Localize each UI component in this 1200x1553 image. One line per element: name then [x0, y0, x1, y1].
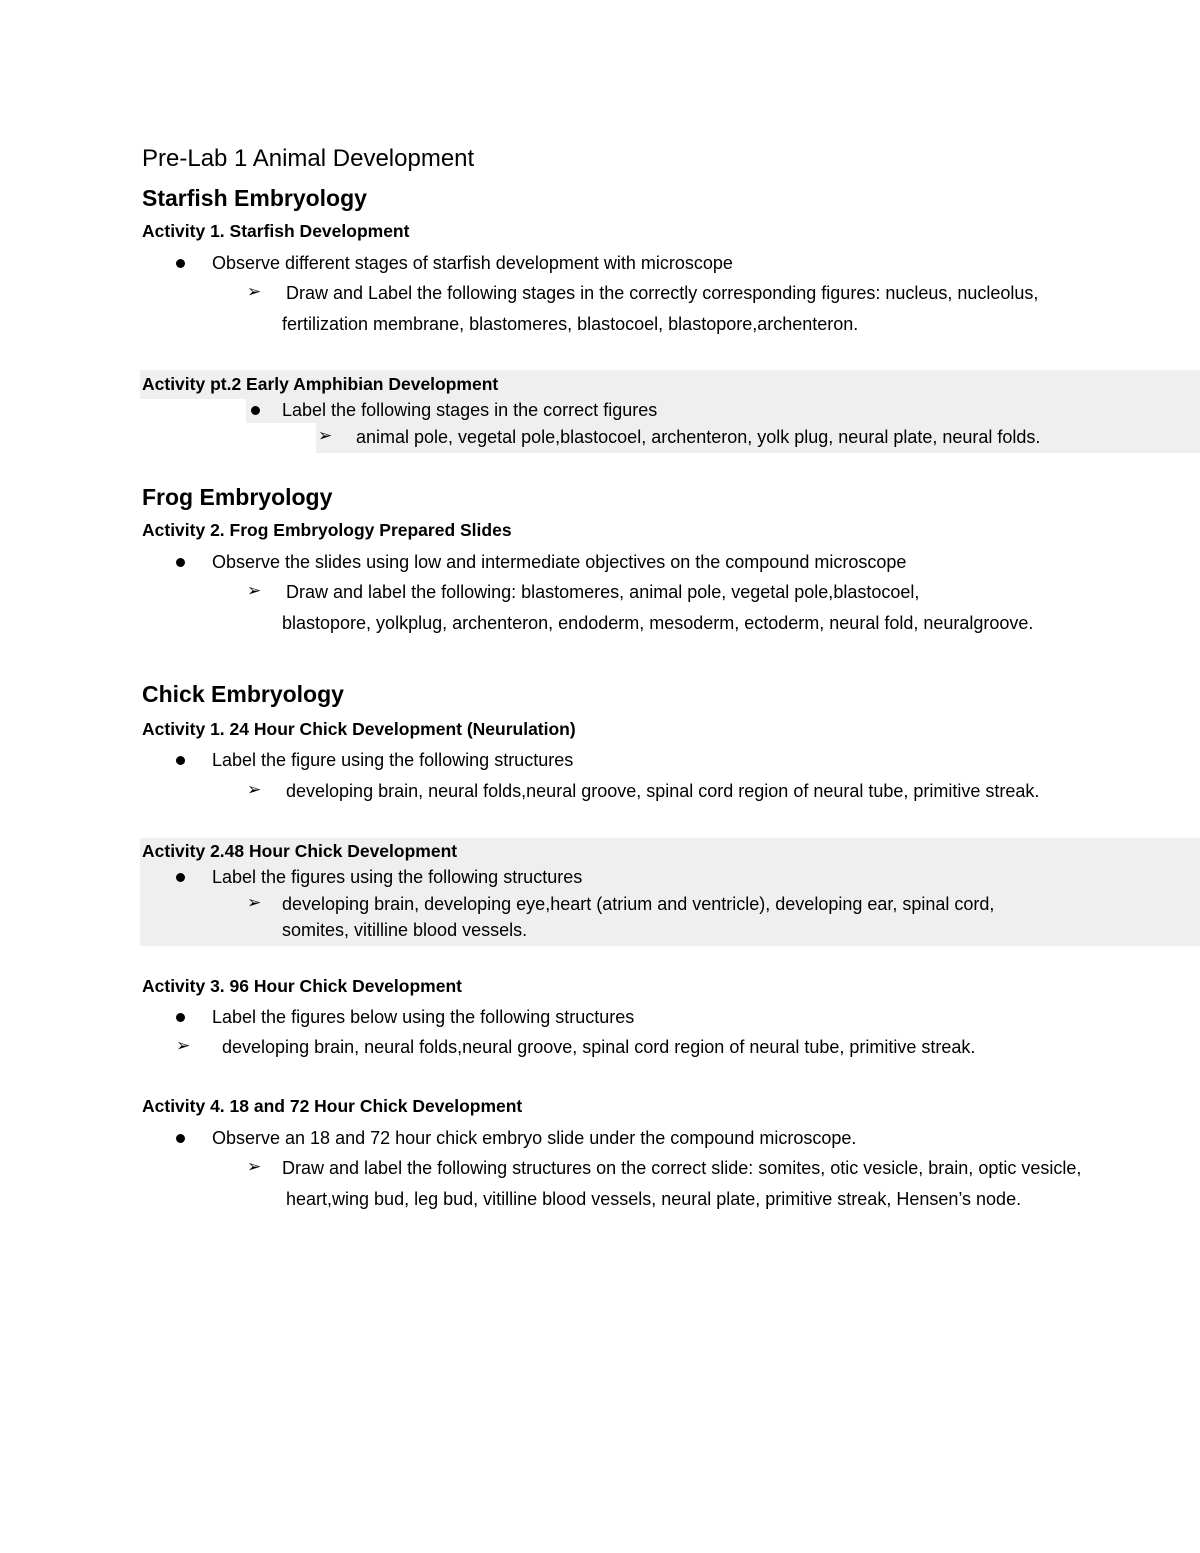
bullet-text: Label the figure using the following structures	[212, 750, 574, 770]
activity-heading: Activity 2. Frog Embryology Prepared Slides	[142, 520, 512, 540]
bullet-icon	[176, 756, 185, 765]
activity-heading: Activity 2.48 Hour Chick Development	[142, 841, 458, 861]
sub-bullet-text: animal pole, vegetal pole,blastocoel, archenteron, yolk plug, neural plate, neural folds.	[356, 427, 1041, 447]
activity-heading: Activity 3. 96 Hour Chick Development	[142, 976, 462, 996]
document-title: Pre-Lab 1 Animal Development	[142, 145, 475, 172]
arrow-bullet-icon: ➢	[176, 1036, 191, 1056]
arrow-bullet-icon: ➢	[247, 581, 262, 601]
bullet-text: Label the figures below using the following structures	[212, 1007, 635, 1027]
bullet-text: Label the figures using the following structures	[212, 867, 583, 887]
sub-bullet-text: developing brain, developing eye,heart (atrium and ventricle), developing ear, spinal cord,	[282, 894, 995, 914]
bullet-icon	[176, 558, 185, 567]
sub-bullet-text-continued: somites, vitilline blood vessels.	[282, 920, 528, 940]
activity-heading: Activity 1. Starfish Development	[142, 221, 410, 241]
bullet-text: Observe different stages of starfish development with microscope	[212, 253, 733, 273]
bullet-icon	[176, 1134, 185, 1143]
sub-bullet-text: Draw and Label the following stages in the correctly corresponding figures: nucleus, nucleolus,	[286, 283, 1039, 303]
arrow-bullet-icon: ➢	[318, 426, 333, 446]
arrow-bullet-icon: ➢	[247, 1157, 262, 1177]
bullet-icon	[176, 259, 185, 268]
bullet-text: Observe an 18 and 72 hour chick embryo slide under the compound microscope.	[212, 1128, 857, 1148]
sub-bullet-text: Draw and label the following: blastomeres, animal pole, vegetal pole,blastocoel,	[286, 582, 920, 602]
bullet-text: Label the following stages in the correct figures	[282, 400, 658, 420]
activity-heading: Activity 1. 24 Hour Chick Development (Neurulation)	[142, 719, 576, 739]
arrow-bullet-icon: ➢	[247, 893, 262, 913]
section-heading-chick: Chick Embryology	[142, 681, 344, 707]
sub-bullet-text-continued: fertilization membrane, blastomeres, blastocoel, blastopore,archenteron.	[282, 314, 859, 334]
arrow-bullet-icon: ➢	[247, 282, 262, 302]
activity-heading: Activity 4. 18 and 72 Hour Chick Development	[142, 1096, 523, 1116]
activity-heading: Activity pt.2 Early Amphibian Development	[142, 374, 499, 394]
bullet-icon	[176, 873, 185, 882]
sub-bullet-text: developing brain, neural folds,neural groove, spinal cord region of neural tube, primitive streak.	[286, 781, 1040, 801]
sub-bullet-text-continued: blastopore, yolkplug, archenteron, endoderm, mesoderm, ectoderm, neural fold, neuralgroove.	[282, 613, 1034, 633]
sub-bullet-text-continued: heart,wing bud, leg bud, vitilline blood vessels, neural plate, primitive streak, Hensen’s node.	[286, 1189, 1022, 1209]
bullet-icon	[251, 406, 260, 415]
section-heading-starfish: Starfish Embryology	[142, 185, 367, 211]
sub-bullet-text: developing brain, neural folds,neural groove, spinal cord region of neural tube, primitive streak.	[222, 1037, 976, 1057]
sub-bullet-text: Draw and label the following structures on the correct slide: somites, otic vesicle, brain, optic vesicle,	[282, 1158, 1082, 1178]
arrow-bullet-icon: ➢	[247, 780, 262, 800]
section-heading-frog: Frog Embryology	[142, 484, 333, 510]
bullet-text: Observe the slides using low and intermediate objectives on the compound microscope	[212, 552, 907, 572]
bullet-icon	[176, 1013, 185, 1022]
